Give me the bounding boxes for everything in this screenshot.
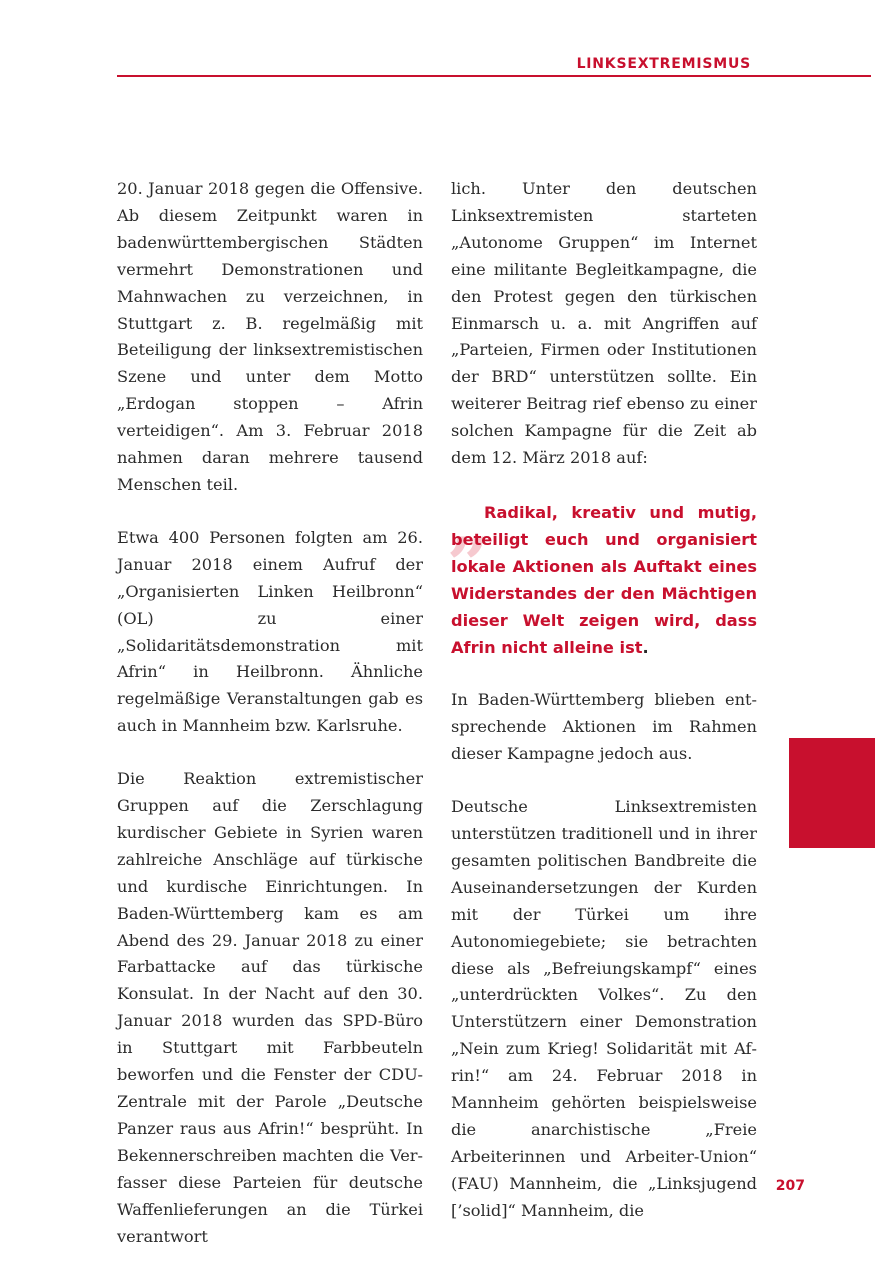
quote-text — [451, 500, 757, 661]
quote-end: . — [642, 637, 649, 657]
chapter-tab-marker — [789, 738, 875, 848]
paragraph: 20. Januar 2018 gegen die Offensive. Ab diesem Zeitpunkt waren in badenwürttembergischen Städten vermehrt Demonstrationen und Mahnwachen zu verzeichnen, in Stuttgart z. B. regelmäßig mit Beteiligung der linksextremistischen Szene und unter dem Motto „Erdogan stoppen – Afrin verteidigen“. Am 3. Februar 2018 nahmen daran mehrere tausend Menschen teil. — [117, 179, 423, 494]
paragraph: Die Reaktion extremistischer Gruppen auf die Zerschlagung kurdischer Gebiete in Syrien waren zahlreiche Anschläge auf türkische und kurdische Einrichtungen. In Baden-Württemberg kam es am Abend des 29. Januar 2018 zu einer Farbattacke auf das türkische Konsulat. In der Nacht auf den 30. Januar 2018 wurden das SPD-Büro in Stuttgart mit Farbbeuteln beworfen und die Fenster der CDU-Zentrale mit der Parole „Deutsche Panzer raus aus Afrin!“ besprüht. In Bekennerschreiben machten die Verfasser diese Parteien für deutsche Waffenlieferungen an die Türkei verantwort — [117, 769, 423, 1246]
quote-mark-icon: „ — [448, 479, 491, 566]
quote-body: Radikal, kreativ und mutig, beteiligt euch und organisiert lokale Aktionen als Auftakt eines Widerstandes der den Mächtigen dieser Welt zeigen wird, dass Afrin nicht alleine ist — [451, 502, 757, 657]
paragraph: In Baden-Württemberg blieben entsprechende Aktionen im Rahmen dieser Kampagne jedoch aus. — [451, 690, 757, 764]
page-number: 207 — [775, 1178, 805, 1194]
section-title: LINKSEXTREMISMUS — [576, 56, 751, 72]
paragraph: lich. Unter den deutschen Linksextremisten starteten „Autonome Gruppen“ im Internet eine militante Begleitkampagne, die den Protest gegen den türkischen Einmarsch u. a. mit Angriffen auf „Parteien, Firmen oder Institutionen der BRD“ unterstützen sollte. Ein weiterer Beitrag rief ebenso zu einer solchen Kampagne für die Zeit ab dem 12. März 2018 auf: — [451, 179, 757, 468]
right-column — [448, 176, 757, 1251]
block-quote — [448, 479, 757, 661]
left-column — [117, 176, 423, 1276]
paragraph: Etwa 400 Personen folgten am 26. Januar 2018 einem Aufruf der „Organisierten Linken Heilbronn“ (OL) zu einer „Solidaritätsdemonstration mit Afrin“ in Heilbronn. Ähnliche regelmäßige Veranstaltungen gab es auch in Mannheim bzw. Karlsruhe. — [117, 527, 423, 736]
paragraph: Deutsche Linksextremisten unterstützen traditionell und in ihrer gesamten politischen Bandbreite die Auseinandersetzungen der Kurden mit der Türkei um ihre Autonomiegebiete; sie betrachten diese als „Befreiungskampf“ eines „unterdrückten Volkes“. Zu den Unterstützern einer Demonstration „Nein zum Krieg! Solidarität mit Afrin!“ am 24. Februar 2018 in Mannheim gehörten beispielsweise die anarchistische „Freie Arbeiterinnen und Arbeiter-Union“ (FAU) Mannheim, die „Linksjugend [’solid]“ Mannheim, die — [451, 797, 757, 1220]
header-divider — [117, 75, 871, 77]
